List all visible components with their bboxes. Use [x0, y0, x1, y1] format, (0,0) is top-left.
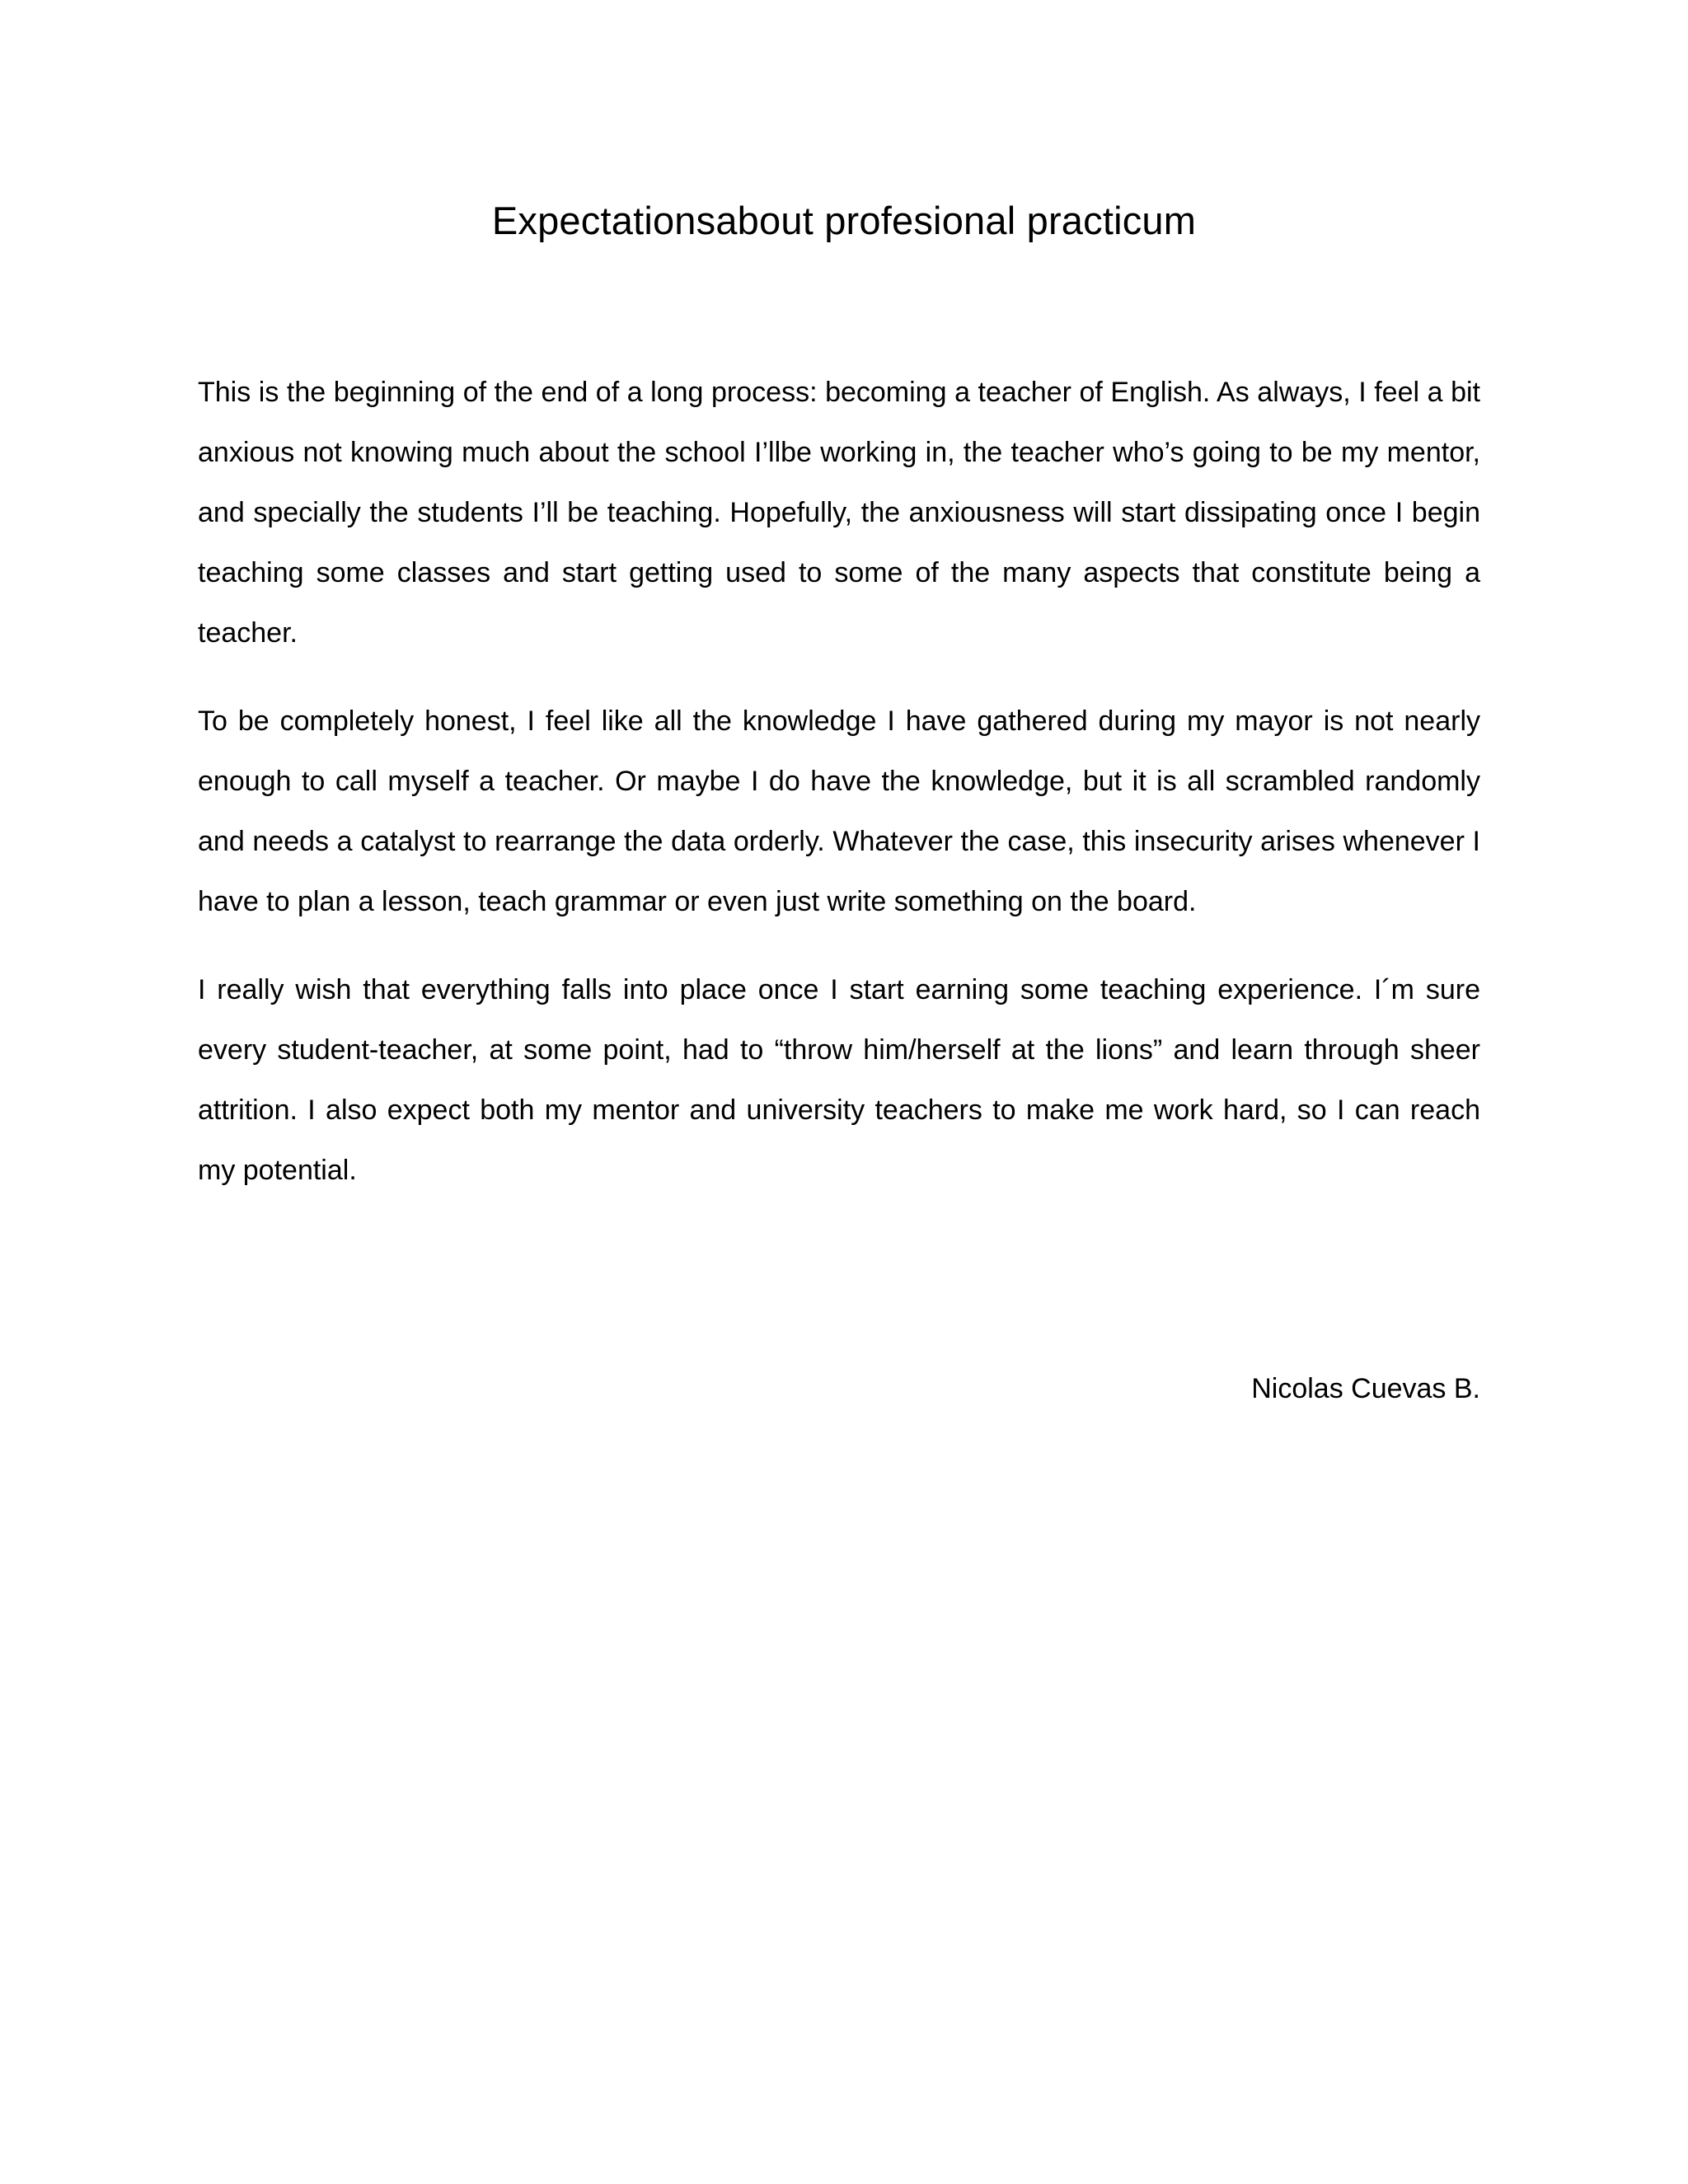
paragraph-2: To be completely honest, I feel like all the knowledge I have gathered during my mayor is not nearly enough to call myself a teacher. Or maybe I do have the knowledge, but it is all scrambled randomly and needs a catalyst to rearrange the data orderly. Whatever the case, this insecurity arises whenever I have to plan a lesson, teach grammar or even just write something on the board.: [198, 705, 1480, 917]
document-body: [198, 363, 1480, 1229]
paragraph-1: This is the beginning of the end of a long process: becoming a teacher of English. As always, I feel a bit anxious not knowing much about the school I’llbe working in, the teacher who’s going to be my mentor, and specially the students I’ll be teaching. Hopefully, the anxiousness will start dissipating once I begin teaching some classes and start getting used to some of the many aspects that constitute being a teacher.: [198, 377, 1480, 649]
document-title: Expectationsabout profesional practicum: [491, 199, 1197, 242]
author-signature: Nicolas Cuevas B.: [1251, 1373, 1480, 1404]
paragraph-3: I really wish that everything falls into place once I start earning some teaching experience. I´m sure every student-teacher, at some point, had to “throw him/herself at the lions” and learn through sheer attrition. I also expect both my mentor and university teachers to make me work hard, so I can reach my potential.: [198, 974, 1480, 1186]
